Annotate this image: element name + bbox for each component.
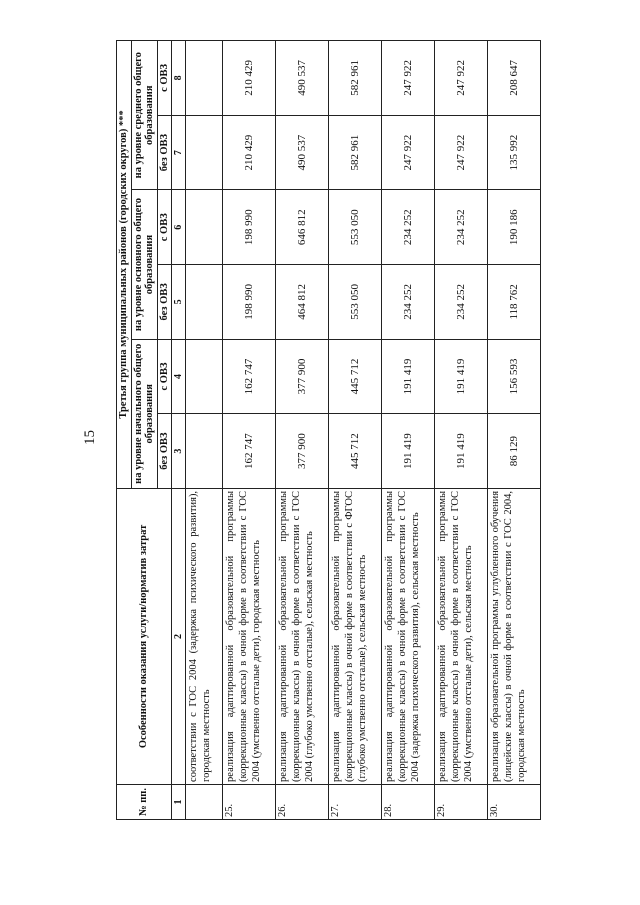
column-number: 8 (172, 41, 186, 116)
header-level-primary: на уровне начального общего образования (131, 339, 157, 488)
row-number (186, 784, 223, 819)
column-number: 2 (172, 488, 186, 784)
value-cell: 553 050 (328, 190, 381, 265)
value-cell: 190 186 (487, 190, 540, 265)
row-description: соответствии с ГОС 2004 (задержка психического развития), городская местность (186, 488, 223, 784)
column-number: 6 (172, 190, 186, 265)
header-num: № пп. (117, 784, 172, 819)
value-cell: 234 252 (434, 265, 487, 340)
value-cell: 234 252 (434, 190, 487, 265)
column-number: 5 (172, 265, 186, 340)
value-cell: 210 429 (222, 115, 275, 190)
column-number: 3 (172, 414, 186, 489)
value-cell: 247 922 (381, 115, 434, 190)
value-cell: 156 593 (487, 339, 540, 414)
table-row-continued (186, 41, 223, 820)
header-without-ovz: без ОВЗ (157, 414, 172, 489)
value-cell: 162 747 (222, 339, 275, 414)
row-number: 30. (487, 784, 540, 819)
value-cell: 191 419 (381, 414, 434, 489)
header-feature: Особенности оказания услуги/норматив затрат (117, 488, 172, 784)
header-with-ovz: с ОВЗ (157, 41, 172, 116)
row-number: 29. (434, 784, 487, 819)
row-description: реализация адаптированной образовательной программы (коррекционные классы) в очной форме в соответствии с ГОС 2004 (задержка психического развития), сельская местность (381, 488, 434, 784)
row-description: реализация адаптированной образовательной программы (коррекционные классы) в очной форме в соответствии с ГОС 2004 (глубоко умственно отсталые), сельская местность (275, 488, 328, 784)
table-row (222, 41, 275, 820)
table-row (381, 41, 434, 820)
row-number: 28. (381, 784, 434, 819)
row-description: реализация адаптированной образовательной программы (коррекционные классы) в очной форме в соответствии с ГОС 2004 (умственно отсталые дети), городская местность (222, 488, 275, 784)
value-cell (186, 41, 223, 116)
value-cell: 377 900 (275, 339, 328, 414)
value-cell: 234 252 (381, 265, 434, 340)
value-cell: 247 922 (434, 115, 487, 190)
value-cell (186, 190, 223, 265)
value-cell: 86 129 (487, 414, 540, 489)
value-cell: 464 812 (275, 265, 328, 340)
row-number: 25. (222, 784, 275, 819)
column-number: 7 (172, 115, 186, 190)
table-row (487, 41, 540, 820)
value-cell: 191 419 (434, 414, 487, 489)
row-number: 26. (275, 784, 328, 819)
value-cell: 247 922 (434, 41, 487, 116)
column-number: 1 (172, 784, 186, 819)
value-cell: 445 712 (328, 339, 381, 414)
value-cell: 191 419 (381, 339, 434, 414)
value-cell: 553 050 (328, 265, 381, 340)
value-cell (186, 414, 223, 489)
table-row (328, 41, 381, 820)
row-description: реализация образовательной программы углубленного обучения (лицейские классы) в очной форме в соответствии с ГОС 2004, городская местность (487, 488, 540, 784)
header-level-secondary: на уровне среднего общего образования (131, 41, 157, 190)
cost-norms-table (116, 40, 541, 820)
value-cell (186, 339, 223, 414)
header-with-ovz: с ОВЗ (157, 190, 172, 265)
row-number: 27. (328, 784, 381, 819)
value-cell (186, 115, 223, 190)
page-number: 15 (82, 430, 98, 445)
value-cell: 490 537 (275, 41, 328, 116)
value-cell: 377 900 (275, 414, 328, 489)
header-with-ovz: с ОВЗ (157, 339, 172, 414)
value-cell: 208 647 (487, 41, 540, 116)
header-without-ovz: без ОВЗ (157, 115, 172, 190)
row-description: реализация адаптированной образовательной программы (коррекционные классы) в очной форме в соответствии с ГОС 2004 (умственно отсталые дети), сельская местность (434, 488, 487, 784)
value-cell: 198 990 (222, 265, 275, 340)
value-cell: 191 419 (434, 339, 487, 414)
column-number: 4 (172, 339, 186, 414)
value-cell: 162 747 (222, 414, 275, 489)
value-cell: 234 252 (381, 190, 434, 265)
table-row (275, 41, 328, 820)
rotated-table-container (116, 40, 541, 820)
value-cell: 582 961 (328, 115, 381, 190)
value-cell: 646 812 (275, 190, 328, 265)
row-description: реализация адаптированной образовательной программы (коррекционные классы) в очной форме в соответствии с ФГОС (глубоко умственно отсталые), сельская местность (328, 488, 381, 784)
value-cell: 247 922 (381, 41, 434, 116)
value-cell: 582 961 (328, 41, 381, 116)
value-cell: 118 762 (487, 265, 540, 340)
header-without-ovz: без ОВЗ (157, 265, 172, 340)
header-group: Третья группа муниципальных районов (городских округов) *** (117, 41, 132, 489)
table-row (434, 41, 487, 820)
value-cell: 445 712 (328, 414, 381, 489)
value-cell: 198 990 (222, 190, 275, 265)
value-cell: 210 429 (222, 41, 275, 116)
value-cell: 490 537 (275, 115, 328, 190)
value-cell (186, 265, 223, 340)
header-level-basic: на уровне основного общего образования (131, 190, 157, 339)
value-cell: 135 992 (487, 115, 540, 190)
